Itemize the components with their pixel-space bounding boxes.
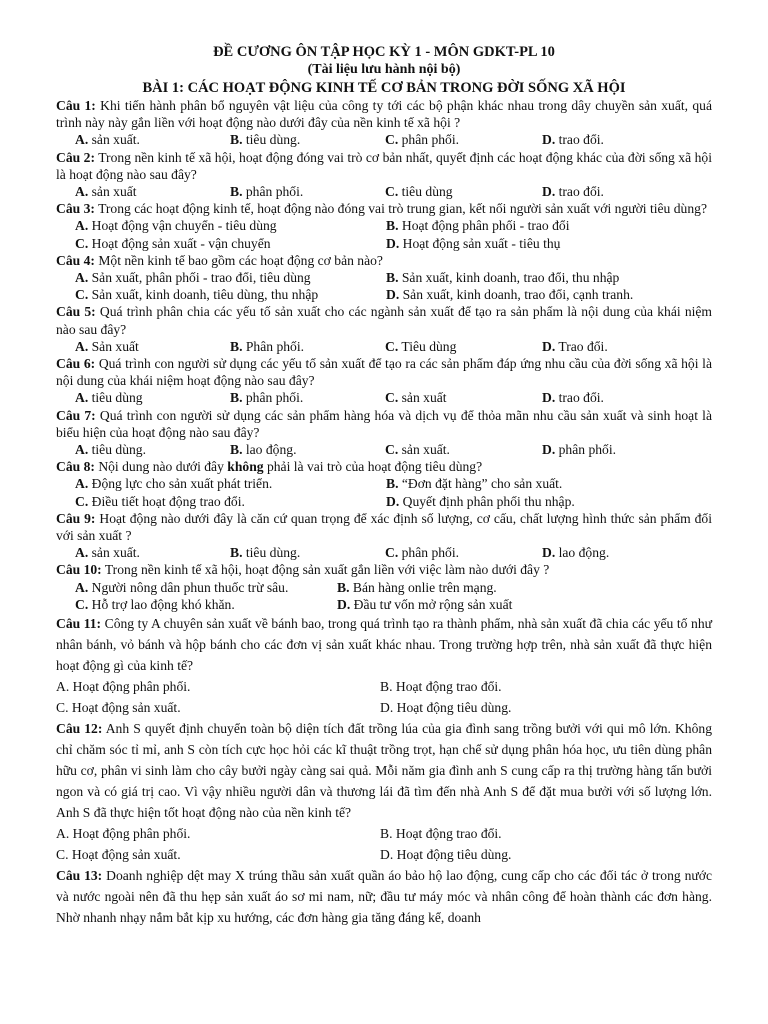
options-8	[56, 475, 712, 509]
option-b: B. “Đơn đặt hàng” cho sản xuất.	[386, 476, 563, 492]
options-4	[56, 269, 712, 303]
option-d: D. Hoạt động tiêu dùng.	[380, 700, 512, 716]
question-11: Câu 11: Công ty A chuyên sản xuất về bánh bao, trong quá trình tạo ra thành phẩm, nhà sản xuất đã chia các yếu tố như nhân bánh, vỏ bánh và hộp bánh cho các đơn vị sản xuất khác nhau. Trong trường hợp trên, nhà sản xuất đã thực hiện hoạt động gì của kinh tế?	[56, 616, 712, 674]
question-3: Câu 3: Trong các hoạt động kinh tế, hoạt động nào đóng vai trò trung gian, kết nối người sản xuất với người tiêu dùng?	[56, 201, 707, 217]
option-c: C. phân phối.	[385, 545, 460, 561]
options-6	[56, 389, 712, 406]
question-8: Câu 8: Nội dung nào dưới đây không phải là vai trò của hoạt động tiêu dùng?	[56, 459, 483, 475]
question-label: Câu 1:	[56, 98, 96, 113]
option-b: B. phân phối.	[230, 390, 304, 406]
options-10	[56, 579, 712, 613]
option-c: C. Điều tiết hoạt động trao đổi.	[75, 493, 245, 509]
question-2: Câu 2: Trong nền kinh tế xã hội, hoạt động đóng vai trò cơ bản nhất, quyết định các hoạt động khác của đời sống xã hội là hoạt động nào sau đây?	[56, 149, 712, 182]
option-a: A. sản xuất	[75, 184, 137, 200]
options-2	[56, 183, 712, 200]
option-a: A. Hoạt động phân phối.	[56, 826, 191, 842]
option-a: A. Người nông dân phun thuốc trừ sâu.	[75, 579, 289, 595]
option-b: B. Phân phối.	[230, 338, 305, 354]
question-12: Câu 12: Anh S quyết định chuyển toàn bộ diện tích đất trồng lúa của gia đình sang trồng bưởi với qui mô lớn. Không chỉ chăm sóc tỉ mỉ, anh S còn tích cực học hỏi các kĩ thuật trồng trọt, hạn chế sử dụng phân hóa học, ưu tiên dùng phân hữu cơ, phân vi sinh làm cho cây bưởi ngày càng sai quả. Mỗi năm gia đình anh S cung cấp ra thị trường hàng tấn bưởi ngon và có giá trị cao. Vì vậy nhiều người dân và thương lái đã tìm đến nhà Anh S để đặt mua bưởi với số lượng lớn. Anh S đã thực hiện tốt hoạt động nào của nền kinh tế?	[56, 721, 712, 821]
option-d: D. Trao đổi.	[542, 338, 608, 354]
option-d: D. Hoạt động sản xuất - tiêu thụ	[386, 235, 561, 251]
option-a: A. sản xuất.	[75, 132, 140, 148]
option-d: D. Sản xuất, kinh doanh, trao đổi, cạnh tranh.	[386, 287, 634, 303]
question-4: Câu 4: Một nền kinh tế bao gồm các hoạt động cơ bản nào?	[56, 252, 383, 268]
option-c: C. Hoạt động sản xuất.	[56, 700, 181, 716]
options-11	[56, 676, 712, 718]
option-c: C. Hoạt động sản xuất.	[56, 847, 181, 863]
question-5: Câu 5: Quá trình phân chia các yếu tố sản xuất cho các ngành sản xuất để tạo ra sản phẩm là nội dung của khái niệm nào sau đây?	[56, 304, 712, 337]
option-c: C. sản xuất	[385, 390, 447, 406]
option-b: B. lao động.	[230, 442, 297, 458]
option-a: A. Sản xuất	[75, 338, 139, 354]
question-10: Câu 10: Trong nền kinh tế xã hội, hoạt động sản xuất gắn liền với việc làm nào dưới đây ?	[56, 562, 550, 578]
option-d: D. Hoạt động tiêu dùng.	[380, 847, 512, 863]
option-b: B. tiêu dùng.	[230, 132, 301, 148]
option-b: B. phân phối.	[230, 184, 304, 200]
option-a: A. Hoạt động vận chuyển - tiêu dùng	[75, 218, 277, 234]
options-7	[56, 441, 712, 458]
option-b: B. Bán hàng onlie trên mạng.	[337, 579, 497, 595]
option-a: A. Sản xuất, phân phối - trao đổi, tiêu dùng	[75, 270, 311, 286]
option-c: C. Sản xuất, kinh doanh, tiêu dùng, thu nhập	[75, 287, 319, 303]
option-c: C. Tiêu dùng	[385, 338, 457, 354]
question-text: Khi tiến hành phân bổ nguyên vật liệu của công ty tới các bộ phận khác nhau trong dây chuyền sản xuất, quá trình này này gắn liền với hoạt động nào dưới đây của nền kinh tế xã hội ?	[56, 98, 712, 131]
option-d: D. lao động.	[542, 545, 610, 561]
option-c: C. sản xuất.	[385, 442, 450, 458]
option-d: D. trao đổi.	[542, 390, 604, 406]
option-c: C. phân phối.	[385, 132, 460, 148]
option-a: A. Động lực cho sản xuất phát triển.	[75, 476, 273, 492]
option-c: C. Hỗ trợ lao động khó khăn.	[75, 596, 235, 612]
document-subtitle: (Tài liệu lưu hành nội bộ)	[307, 62, 461, 77]
option-b: B. tiêu dùng.	[230, 545, 301, 561]
option-b: B. Hoạt động trao đổi.	[380, 826, 502, 842]
option-d: D. phân phối.	[542, 442, 617, 458]
question-7: Câu 7: Quá trình con người sử dụng các sản phẩm hàng hóa và dịch vụ để thỏa mãn nhu cầu sản xuất và sinh hoạt là biểu hiện của hoạt động nào sau đây?	[56, 407, 712, 440]
options-1	[56, 131, 712, 148]
option-a: A. tiêu dùng.	[75, 442, 146, 458]
option-c: C. Hoạt động sản xuất - vận chuyển	[75, 235, 271, 251]
option-d: D. trao đổi.	[542, 184, 604, 200]
option-b: B. Hoạt động phân phối - trao đổi	[386, 218, 570, 234]
option-a: A. tiêu dùng	[75, 390, 143, 406]
option-b: B. Sản xuất, kinh doanh, trao đổi, thu nhập	[386, 270, 620, 286]
lesson-heading: BÀI 1: CÁC HOẠT ĐỘNG KINH TẾ CƠ BẢN TRONG ĐỜI SỐNG XÃ HỘI	[142, 80, 626, 96]
document-title: ĐỀ CƯƠNG ÔN TẬP HỌC KỲ 1 - MÔN GDKT-PL 10	[213, 44, 555, 60]
options-9	[56, 544, 712, 561]
options-12	[56, 823, 712, 865]
question-9: Câu 9: Hoạt động nào dưới đây là căn cứ quan trọng để xác định số lượng, cơ cấu, chất lượng hình thức sản phẩm đối với sản xuất ?	[56, 510, 713, 544]
option-c: C. tiêu dùng	[385, 184, 453, 200]
option-b: B. Hoạt động trao đổi.	[380, 679, 502, 695]
question-1	[56, 97, 712, 131]
question-6: Câu 6: Quá trình con người sử dụng các yếu tố sản xuất để tạo ra các sản phẩm đáp ứng nhu cầu của đời sống xã hội là nội dung của khái niệm hoạt động nào sau đây?	[56, 356, 712, 389]
option-a: A. sản xuất.	[75, 545, 140, 561]
option-d: D. Quyết định phân phối thu nhập.	[386, 493, 575, 509]
options-3	[56, 217, 712, 251]
option-d: D. trao đổi.	[542, 132, 604, 148]
question-13: Câu 13: Doanh nghiệp dệt may X trúng thầu sản xuất quần áo bảo hộ lao động, cung cấp cho các đối tác ở trong nước và nước ngoài nên đã thu hẹp sản xuất áo sơ mi nam, nữ; đầu tư máy móc và nhân công để hoàn thành các đơn hàng. Nhờ nhanh nhạy nắm bắt kịp xu hướng, các đơn hàng gia tăng đáng kể, doanh	[56, 868, 712, 926]
options-5	[56, 338, 712, 355]
option-d: D. Đầu tư vốn mở rộng sản xuất	[337, 596, 513, 612]
option-a: A. Hoạt động phân phối.	[56, 679, 191, 695]
